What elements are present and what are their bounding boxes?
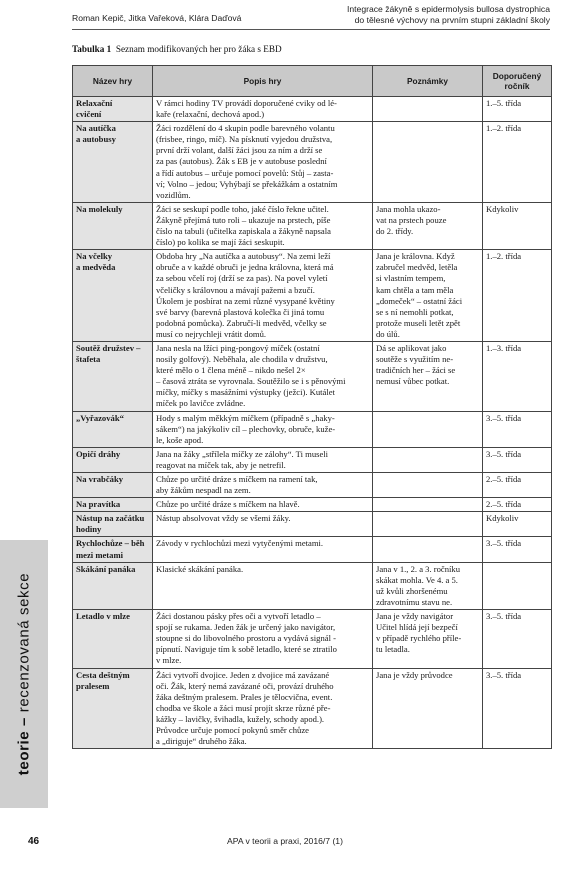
header-rule: [72, 29, 550, 30]
cell-poznamky-line: tradičních her – žáci se: [376, 365, 456, 376]
cell-nazev: [73, 250, 153, 342]
cell-popis-line: Závody v rychlochůzi mezi vytyčenými metami.: [156, 538, 324, 549]
cell-popis-line: Jana nesla na lžíci ping-pongový míček (ostatní: [156, 342, 320, 353]
cell-popis: [153, 537, 373, 562]
cell-popis-line: Obdoba hry „Na autíčka a autobusy“. Na zemi leží: [156, 251, 331, 262]
cell-popis-line: vozidlům.: [156, 189, 191, 200]
cell-popis-line: a řídí autobus – určuje pomocí povelů: Stůj – zasta-: [156, 167, 334, 178]
side-tab-word-teorie: teorie: [15, 730, 33, 776]
cell-poznamky-line: už kvůli zhoršenému: [376, 585, 448, 596]
table-row: [73, 250, 552, 342]
cell-popis-line: Chůze po určité dráze s míčkem na hlavě.: [156, 499, 300, 510]
cell-rocnik: [483, 411, 552, 447]
table-row: [73, 411, 552, 447]
cell-nazev-line: „Vyřazovák“: [76, 412, 124, 423]
cell-popis-line: číslo na tabuli (učitelka zapiskala a žákyně napsala: [156, 226, 331, 237]
cell-poznamky: [373, 562, 483, 609]
cell-rocnik-value: 3.–5. třída: [486, 538, 522, 549]
table-row: [73, 341, 552, 411]
cell-popis: [153, 447, 373, 472]
cell-rocnik-value: Kdykoliv: [486, 203, 519, 214]
cell-nazev-line: mezi metami: [76, 549, 124, 560]
cell-nazev-line: a medvěda: [76, 262, 116, 273]
table-caption-text: Seznam modifikovaných her pro žáka s EBD: [115, 44, 282, 54]
cell-poznamky: [373, 512, 483, 537]
cell-popis-line: oči. Žák, který nemá zavázané oči, provází druhého: [156, 680, 334, 691]
table-row: [73, 610, 552, 668]
cell-poznamky-line: Dá se aplikovat jako: [376, 342, 447, 353]
cell-popis-line: včeličky s královnou a mávají pažemi a bzučí.: [156, 284, 315, 295]
cell-popis-line: v mlze.: [156, 655, 182, 666]
cell-poznamky-line: zabručel medvěd, letěla: [376, 262, 458, 273]
table-header: [73, 66, 552, 97]
cell-popis: [153, 498, 373, 512]
cell-nazev: [73, 447, 153, 472]
cell-popis-line: a „diriguje“ druhého žáka.: [156, 736, 247, 747]
cell-popis: [153, 512, 373, 537]
cell-nazev: [73, 97, 153, 122]
table-row: [73, 498, 552, 512]
cell-nazev-line: Rychlochůze – běh: [76, 538, 145, 549]
cell-rocnik: [483, 512, 552, 537]
cell-popis-line: za sebou včelí roj (drží se za pas). Na povel vyletí: [156, 273, 328, 284]
cell-popis-line: za pas (autobus). Žák s EB je v autobuse poslední: [156, 156, 327, 167]
cell-poznamky-line: si vlastním tempem,: [376, 273, 446, 284]
cell-nazev: [73, 562, 153, 609]
cell-rocnik: [483, 97, 552, 122]
cell-popis-line: Žáci dostanou pásky přes oči a vytvoří letadlo –: [156, 611, 321, 622]
cell-popis-line: Žákyně přejímá tuto roli – ukazuje na prstech, píše: [156, 214, 331, 225]
table-caption-label: Tabulka 1: [72, 44, 112, 54]
cell-nazev: [73, 341, 153, 411]
cell-nazev: [73, 610, 153, 668]
running-header-title-line2: do tělesné výchovy na prvním stupni základní školy: [354, 14, 550, 25]
cell-popis-line: Žáci se seskupí podle toho, jaké číslo řekne učitel.: [156, 203, 329, 214]
cell-popis-line: stoupne si do libovolného prostoru a vydává signál -: [156, 633, 336, 644]
cell-nazev-line: Na pravítka: [76, 499, 121, 510]
cell-rocnik-value: 2.–5. třída: [486, 499, 522, 510]
cell-popis-line: Nástup absolvovat vždy se všemi žáky.: [156, 513, 291, 524]
cell-rocnik: [483, 668, 552, 749]
cell-nazev: [73, 512, 153, 537]
cell-rocnik-value: 1.–2. třída: [486, 251, 522, 262]
cell-poznamky: [373, 250, 483, 342]
cell-popis-line: – časová ztráta se vyrovnala. Soutěžilo se i s pěnovými: [156, 376, 346, 387]
cell-popis-line: musí co nejrychleji vrátit domů.: [156, 328, 267, 339]
cell-popis-line: chodba ve škole a žáci musí projít skrze různé pře-: [156, 702, 331, 713]
cell-rocnik: [483, 562, 552, 609]
cell-popis-line: ví; Volno – jedou; Vyhýbají se překážkám a ostatním: [156, 178, 338, 189]
cell-popis-line: nosily golfový). Neběhala, ale chodila v družstvu,: [156, 354, 328, 365]
table-row: [73, 122, 552, 203]
side-tab-label: [16, 573, 33, 775]
cell-poznamky-line: Jana je královna. Když: [376, 251, 455, 262]
cell-rocnik-value: 3.–5. třída: [486, 448, 522, 459]
table-row: [73, 97, 552, 122]
cell-popis-line: Chůze po určité dráze s míčkem na ramení tak,: [156, 474, 318, 484]
table-row: [73, 473, 552, 498]
cell-rocnik: [483, 341, 552, 411]
cell-popis: [153, 411, 373, 447]
table-row: [73, 202, 552, 249]
cell-poznamky: [373, 668, 483, 749]
cell-poznamky-line: Jana je vždy navigátor: [376, 611, 454, 622]
table-header-row: [73, 66, 552, 97]
cell-popis: [153, 610, 373, 668]
cell-rocnik: [483, 610, 552, 668]
cell-popis-line: aby žákům nespadl na zem.: [156, 485, 251, 496]
cell-poznamky-line: Učitel hlídá její bezpečí: [376, 622, 458, 633]
cell-poznamky: [373, 610, 483, 668]
cell-popis-line: které mělo o 1 člena méně – nikdo nešel 2×: [156, 365, 306, 376]
cell-nazev-line: a autobusy: [76, 134, 116, 145]
cell-rocnik-value: 3.–5. třída: [486, 412, 522, 423]
cell-poznamky-line: skákat mohla. Ve 4. a 5.: [376, 574, 458, 585]
footer-journal: APA v teorii a praxi, 2016/7 (1): [227, 836, 343, 846]
cell-nazev: [73, 473, 153, 498]
cell-popis: [153, 668, 373, 749]
cell-popis-line: číslo) po kolika se mají žáci seskupit.: [156, 237, 285, 248]
cell-popis-line: (frisbee, ringo, míč). Na písknutí vyjedou družstva,: [156, 134, 333, 145]
cell-rocnik-value: 2.–5. třída: [486, 474, 522, 484]
cell-rocnik: [483, 537, 552, 562]
cell-rocnik: [483, 122, 552, 203]
side-tab-dash: –: [15, 717, 33, 726]
cell-nazev-line: hodiny: [76, 524, 102, 535]
cell-popis-line: le, koše apod.: [156, 434, 204, 445]
cell-poznamky-line: soutěže s využitím ne-: [376, 354, 454, 365]
cell-poznamky: [373, 411, 483, 447]
cell-nazev: [73, 668, 153, 749]
cell-poznamky: [373, 97, 483, 122]
cell-poznamky-line: se s ní nemohli potkat,: [376, 306, 454, 317]
cell-poznamky: [373, 498, 483, 512]
table-row: [73, 537, 552, 562]
cell-nazev-line: Na včelky: [76, 251, 113, 262]
page-number: 46: [28, 836, 40, 847]
table-row: [73, 512, 552, 537]
cell-popis-line: Hody s malým měkkým míčkem (případně s „haky-: [156, 412, 335, 423]
cell-poznamky-line: protože museli letět zpět: [376, 317, 461, 328]
cell-nazev: [73, 498, 153, 512]
cell-rocnik: [483, 473, 552, 498]
cell-popis-line: obruče a v každé obruči je jedna královna, která má: [156, 262, 334, 273]
cell-poznamky-line: zdravotnímu stavu ne.: [376, 596, 453, 607]
cell-popis-line: spojí se rukama. Jeden žák je určený jako navigátor,: [156, 622, 336, 633]
cell-nazev: [73, 202, 153, 249]
running-header-title: [290, 4, 550, 25]
cell-nazev-line: Na vrabčáky: [76, 474, 124, 484]
cell-popis-line: žáka deštným pralesem. Prales je tělocvična, event.: [156, 691, 333, 702]
cell-nazev-line: Na autíčka: [76, 123, 116, 134]
running-header-title-line1: Integrace žákyně s epidermolysis bullosa dystrophica: [346, 4, 550, 14]
cell-popis-line: reagovat na míček tak, aby je netrefil.: [156, 459, 286, 470]
cell-poznamky-line: tu letadla.: [376, 644, 410, 655]
cell-popis-line: Jana na žáky „střílela míčky ze zálohy“. Ti museli: [156, 448, 329, 459]
cell-poznamky: [373, 341, 483, 411]
cell-poznamky-line: v případě rychlého příle-: [376, 633, 462, 644]
cell-popis-line: první drží volant, další žáci jsou za ním a drží se: [156, 145, 323, 156]
cell-poznamky: [373, 473, 483, 498]
cell-poznamky-line: nemusí vůbec potkat.: [376, 376, 450, 387]
cell-popis-line: Žáci rozdělení do 4 skupin podle barevného volantu: [156, 123, 335, 134]
cell-poznamky: [373, 202, 483, 249]
cell-poznamky-line: „domeček“ – ostatní žáci: [376, 295, 463, 306]
cell-rocnik-value: 1.–5. třída: [486, 98, 522, 108]
cell-popis: [153, 122, 373, 203]
cell-popis-line: Úkolem je posbírat na zemi různé vysypané květiny: [156, 295, 335, 306]
cell-popis-line: míčky, míčky s masážními výstupky (ježci). Kutálet: [156, 387, 335, 398]
cell-nazev-line: štafeta: [76, 354, 101, 365]
cell-popis: [153, 97, 373, 122]
cell-rocnik-value: 1.–3. třída: [486, 342, 522, 353]
cell-popis-line: kážky – lavičky, švihadla, kužely, schody apod.).: [156, 713, 325, 724]
cell-poznamky-line: Jana je vždy průvodce: [376, 669, 453, 680]
cell-nazev: [73, 122, 153, 203]
cell-rocnik: [483, 250, 552, 342]
cell-rocnik: [483, 202, 552, 249]
cell-poznamky-line: kam chtěla a tam měla: [376, 284, 454, 295]
cell-popis: [153, 250, 373, 342]
cell-rocnik-value: Kdykoliv: [486, 513, 519, 524]
cell-popis-line: míček po lavičce zvládne.: [156, 398, 246, 409]
cell-poznamky-line: Jana v 1., 2. a 3. ročníku: [376, 563, 461, 574]
column-header-nazev: Název hry: [73, 66, 153, 97]
running-header-authors: Roman Kepič, Jitka Vařeková, Klára Daďová: [72, 13, 242, 23]
cell-popis-line: Průvodce určuje pomocí pokynů směr chůze: [156, 724, 309, 735]
cell-popis-line: kaře (relaxační, dechová apod.): [156, 109, 265, 120]
cell-nazev-line: Na molekuly: [76, 203, 123, 214]
cell-popis-line: pípnutí. Naviguje tím k sobě letadlo, které se ztratilo: [156, 644, 337, 655]
games-table: [72, 65, 552, 749]
side-tab-word-recenzovana: recenzovaná sekce: [15, 572, 33, 713]
column-header-rocnik: Doporučený ročník: [483, 66, 552, 97]
cell-nazev-line: Relaxační: [76, 98, 113, 108]
table-caption: [72, 44, 282, 54]
column-header-poznamky: Poznámky: [373, 66, 483, 97]
cell-nazev-line: Nástup na začátku: [76, 513, 145, 524]
cell-rocnik: [483, 498, 552, 512]
cell-nazev-line: Skákání panáka: [76, 563, 136, 574]
cell-popis: [153, 562, 373, 609]
cell-poznamky-line: Jana mohla ukazo-: [376, 203, 441, 214]
cell-nazev: [73, 411, 153, 447]
cell-nazev-line: cvičení: [76, 109, 102, 120]
cell-popis: [153, 473, 373, 498]
cell-nazev: [73, 537, 153, 562]
cell-popis-line: V rámci hodiny TV provádí doporučené cviky od lé-: [156, 98, 337, 108]
cell-nazev-line: Letadlo v mlze: [76, 611, 130, 622]
table-row: [73, 447, 552, 472]
table-row: [73, 562, 552, 609]
cell-popis-line: Klasické skákání panáka.: [156, 563, 244, 574]
cell-nazev-line: pralesem: [76, 680, 110, 691]
cell-popis-line: své barvy (barevná plastová kolečka či jiná tomu: [156, 306, 325, 317]
cell-popis: [153, 202, 373, 249]
cell-popis-line: Žáci vytvoří dvojice. Jeden z dvojice má zavázané: [156, 669, 330, 680]
cell-rocnik-value: 3.–5. třída: [486, 669, 522, 680]
cell-poznamky: [373, 122, 483, 203]
cell-popis-line: podobná pomůcka). Zabručí-li medvěd, včelky se: [156, 317, 327, 328]
cell-nazev-line: Soutěž družstev –: [76, 342, 141, 353]
cell-popis: [153, 341, 373, 411]
cell-popis-line: sákem“) na jakýkoliv cíl – plechovky, obruče, kuže-: [156, 423, 336, 434]
cell-poznamky-line: vat na prstech pouze: [376, 214, 447, 225]
cell-poznamky-line: do úlů.: [376, 328, 400, 339]
cell-poznamky: [373, 447, 483, 472]
cell-rocnik: [483, 447, 552, 472]
cell-rocnik-value: 1.–2. třída: [486, 123, 522, 134]
cell-poznamky: [373, 537, 483, 562]
cell-poznamky-line: do 2. třídy.: [376, 226, 414, 237]
cell-nazev-line: Opičí dráhy: [76, 448, 121, 459]
column-header-popis: Popis hry: [153, 66, 373, 97]
table-row: [73, 668, 552, 749]
cell-nazev-line: Cesta deštným: [76, 669, 130, 680]
table-body: [73, 97, 552, 749]
cell-rocnik-value: 3.–5. třída: [486, 611, 522, 622]
